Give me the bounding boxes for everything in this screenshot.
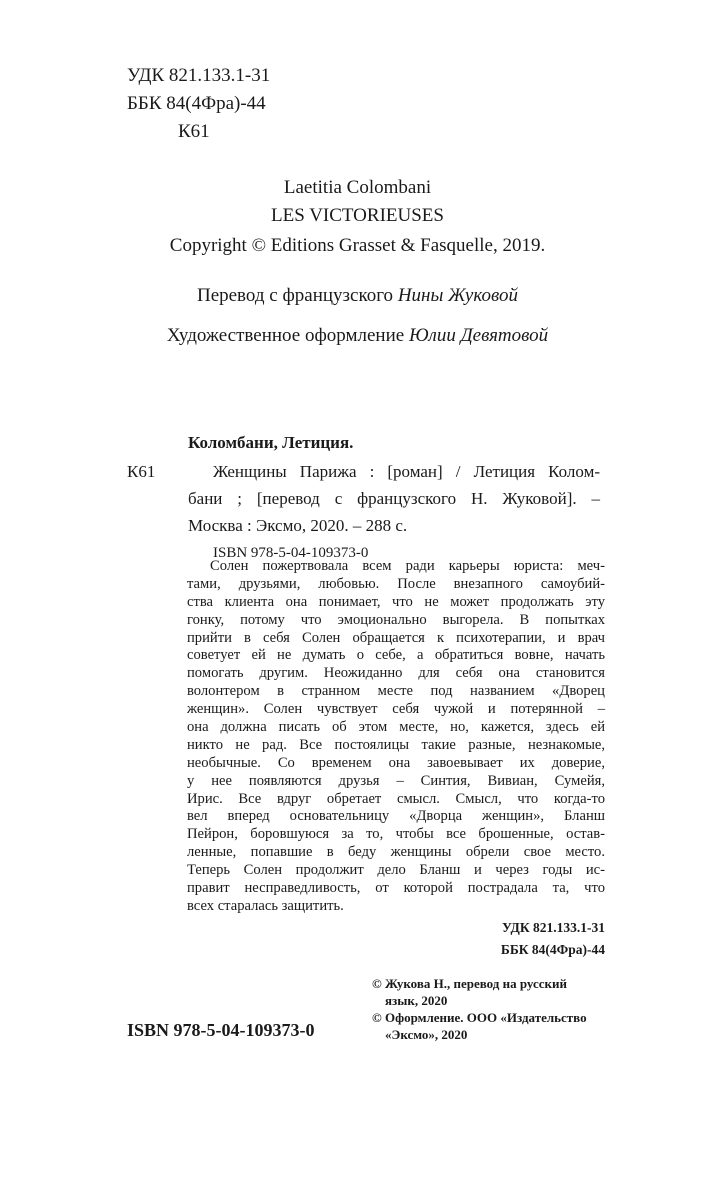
copyright-line: © Жукова Н., перевод на русский xyxy=(372,976,568,991)
copyright-line: язык, 2020 xyxy=(385,993,448,1008)
annotation-line: она должна писать об этом месте, но, кажется, здесь ей xyxy=(187,719,605,736)
original-copyright: Copyright © Editions Grasset & Fasquelle, 2019. xyxy=(169,235,546,256)
author-mark: К61 xyxy=(178,121,210,142)
annotation-line: у нее появляются друзья – Синтия, Вивиан, Сумейя, xyxy=(187,772,605,789)
annotation-line: тами, друзьями, любовью. После внезапного самоубий- xyxy=(187,575,605,592)
annotation-line: ленные, попавшие в беду женщины обрели свое место. xyxy=(187,844,605,861)
translation-credit xyxy=(0,284,715,308)
annotation-line: правит несправедливость, от которой пострадала та, что xyxy=(187,880,605,897)
annotation-line: вел вперед основательницу «Дворца женщин», Бланш xyxy=(187,808,605,825)
annotation-line: всех старалась защитить. xyxy=(187,897,344,914)
annotation-line: Ирис. Все вдруг обретает смысл. Смысл, что когда-то xyxy=(187,790,605,807)
annotation-line: женщин». Солен чувствует себя чужой и потерянной – xyxy=(187,701,605,718)
annotation-line: гонку, потому что эмоционально выгорела. В попытках xyxy=(187,611,605,628)
design-prefix: Художественное оформление xyxy=(166,325,409,346)
card-author-mark: К61 xyxy=(127,462,156,481)
card-line: бани ; [перевод с французского Н. Жуковой]. – xyxy=(188,489,600,508)
bbk-code: ББК 84(4Фра)-44 xyxy=(127,93,266,114)
udk-code: УДК 821.133.1-31 xyxy=(127,65,271,86)
card-line: Москва : Эксмо, 2020. – 288 с. xyxy=(188,516,408,535)
annotation-line: волонтером в странном месте под названием «Дворец xyxy=(187,683,605,700)
translator-name: Нины Жуковой xyxy=(397,285,519,306)
annotation xyxy=(187,558,605,916)
translation-prefix: Перевод с французского xyxy=(196,285,398,306)
card-isbn: ISBN 978-5-04-109373-0 xyxy=(213,545,369,561)
original-title: LES VICTORIEUSES xyxy=(271,205,444,226)
annotation-line: никто не рад. Все постоялицы такие разные, незнакомые, xyxy=(187,736,605,753)
annotation-line: ства клиента она понимает, что не может продолжать эту xyxy=(187,593,605,610)
card-author-heading: Коломбани, Летиция. xyxy=(188,433,354,452)
copyright-line: «Эксмо», 2020 xyxy=(385,1027,468,1042)
classification-bbk: ББК 84(4Фра)-44 xyxy=(500,942,605,957)
card-line: Женщины Парижа : [роман] / Летиция Колом- xyxy=(213,462,600,481)
footer-isbn: ISBN 978-5-04-109373-0 xyxy=(127,1020,315,1040)
classification-udk: УДК 821.133.1-31 xyxy=(502,920,605,935)
annotation-line: Теперь Солен продолжит дело Бланш и через годы ис- xyxy=(187,862,605,879)
design-credit xyxy=(0,324,715,348)
copyright-line: © Оформление. ООО «Издательство xyxy=(372,1010,587,1025)
annotation-line: советует ей не думать о себе, а обратиться вовне, начать xyxy=(187,647,605,664)
annotation-line: Солен пожертвовала всем ради карьеры юриста: меч- xyxy=(210,558,605,574)
annotation-line: прийти в себя Солен обращается к психотерапии, и врач xyxy=(187,629,605,646)
annotation-line: Пейрон, боровшуюся за то, чтобы все брошенные, остав- xyxy=(187,826,605,843)
original-author: Laetitia Colombani xyxy=(283,177,432,198)
annotation-line: помогать другим. Неожиданно для себя она становится xyxy=(187,665,605,682)
designer-name: Юлии Девятовой xyxy=(408,325,549,346)
annotation-line: необычные. Со временем она завоевывает их доверие, xyxy=(187,754,605,771)
